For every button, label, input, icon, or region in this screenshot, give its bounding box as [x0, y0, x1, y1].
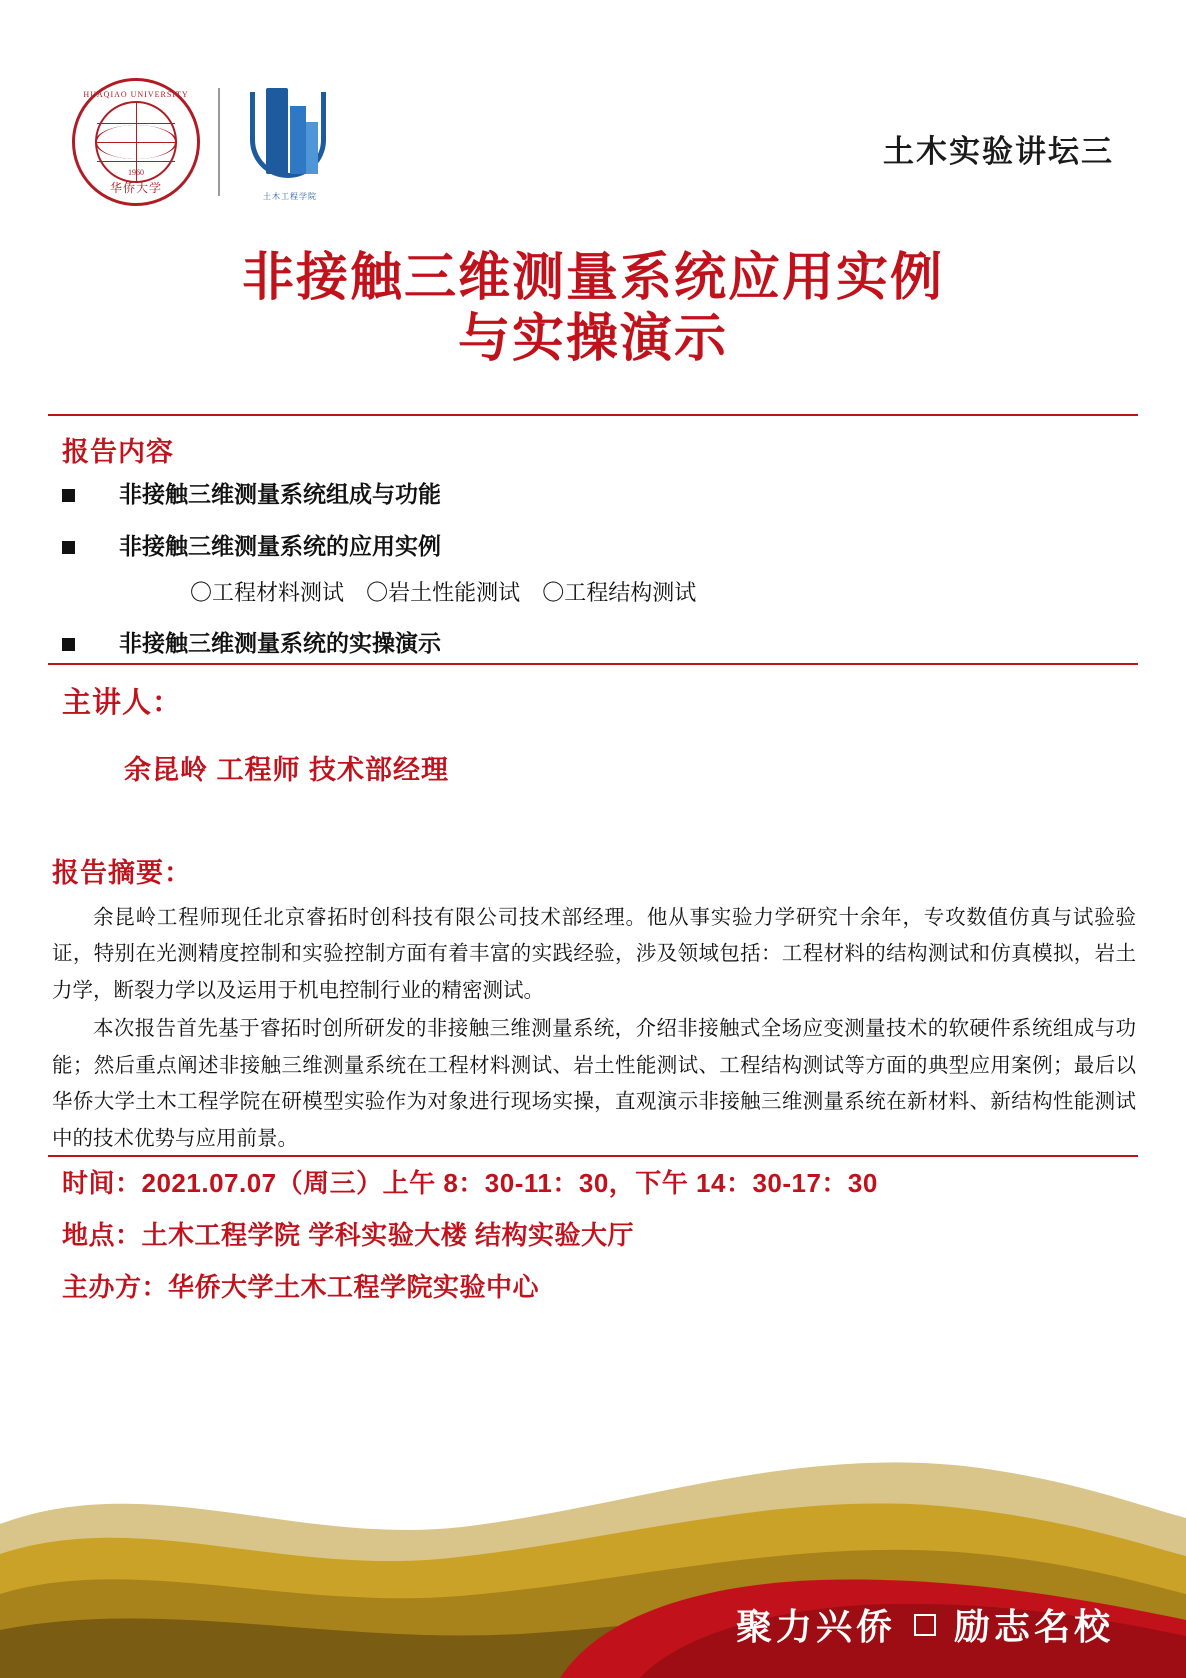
seal-top-text: HUAQIAO UNIVERSITY	[83, 90, 189, 99]
abstract-paragraph: 余昆岭工程师现任北京睿拓时创科技有限公司技术部经理。他从事实验力学研究十余年，专攻数值仿真与试验验证，特别在光测精度控制和实验控制方面有着丰富的实践经验，涉及领域包括：工程材料的结构测试和仿真模拟，岩土力学，断裂力学以及运用于机电控制行业的精密测试。	[52, 907, 1136, 1002]
content-heading: 报告内容	[62, 437, 174, 467]
slogan-left-text: 聚力兴侨	[735, 1607, 896, 1647]
sub-item-list	[190, 578, 1122, 609]
event-time: 时间：2021.07.07（周三）上午 8：30-11：30，下午 14：30-17：30	[62, 1168, 878, 1198]
logo-group	[72, 78, 342, 206]
square-bullet-icon	[62, 638, 75, 651]
logo-divider	[218, 88, 220, 196]
event-place: 地点：土木工程学院 学科实验大楼 结构实验大厅	[62, 1220, 634, 1250]
divider-top	[48, 414, 1138, 416]
speaker-heading: 主讲人：	[62, 687, 183, 719]
list-item	[62, 532, 1122, 562]
college-tower-2	[290, 106, 306, 174]
college-logo-label: 土木工程学院	[263, 192, 317, 201]
college-tower-1	[266, 88, 288, 174]
abstract-body	[52, 900, 1136, 1159]
title-line-2: 与实操演示	[457, 310, 728, 369]
seal-bottom-text: 华侨大学	[109, 181, 162, 195]
speaker-name: 余昆岭 工程师 技术部经理	[124, 755, 450, 785]
abstract-paragraph: 本次报告首先基于睿拓时创所研发的非接触三维测量系统，介绍非接触式全场应变测量技术的软硬件系统组成与功能；然后重点阐述非接触三维测量系统在工程材料测试、岩土性能测试、工程结构测试等方面的典型应用案例；最后以华侨大学土木工程学院在研模型实验作为对象进行现场实操，直观演示非接触三维测量系统在新材料、新结构性能测试中的技术优势与应用前景。	[52, 1018, 1136, 1150]
event-info	[62, 1170, 1136, 1326]
list-item	[62, 629, 1122, 659]
content-bullet-list	[62, 480, 1122, 680]
divider-bottom	[48, 1155, 1138, 1157]
forum-tag: 土木实验讲坛三	[883, 134, 1114, 169]
seal-year: 1960	[128, 168, 144, 177]
divider-middle	[48, 663, 1138, 665]
title-line-1: 非接触三维测量系统应用实例	[241, 249, 944, 307]
event-organizer: 主办方：华侨大学土木工程学院实验中心	[62, 1272, 540, 1302]
huaqiao-university-seal-icon	[72, 78, 200, 206]
sub-item-label: 〇工程结构测试	[542, 579, 697, 605]
college-logo-icon	[238, 82, 342, 202]
abstract-heading: 报告摘要：	[52, 858, 192, 888]
list-item-label: 非接触三维测量系统的应用实例	[119, 532, 441, 559]
college-tower-3	[306, 122, 318, 174]
slogan-seal-icon	[914, 1614, 936, 1636]
list-item	[62, 480, 1122, 510]
list-item-label: 非接触三维测量系统的实操演示	[119, 629, 441, 656]
footer-slogan	[736, 1599, 1114, 1650]
page-title	[60, 248, 1126, 371]
sub-item-label: 〇岩土性能测试	[366, 579, 521, 605]
square-bullet-icon	[62, 489, 75, 502]
square-bullet-icon	[62, 541, 75, 554]
slogan-right-text: 励志名校	[953, 1607, 1114, 1647]
poster-header	[72, 78, 1114, 208]
sub-item-label: 〇工程材料测试	[190, 579, 345, 605]
list-item-label: 非接触三维测量系统组成与功能	[119, 481, 441, 507]
